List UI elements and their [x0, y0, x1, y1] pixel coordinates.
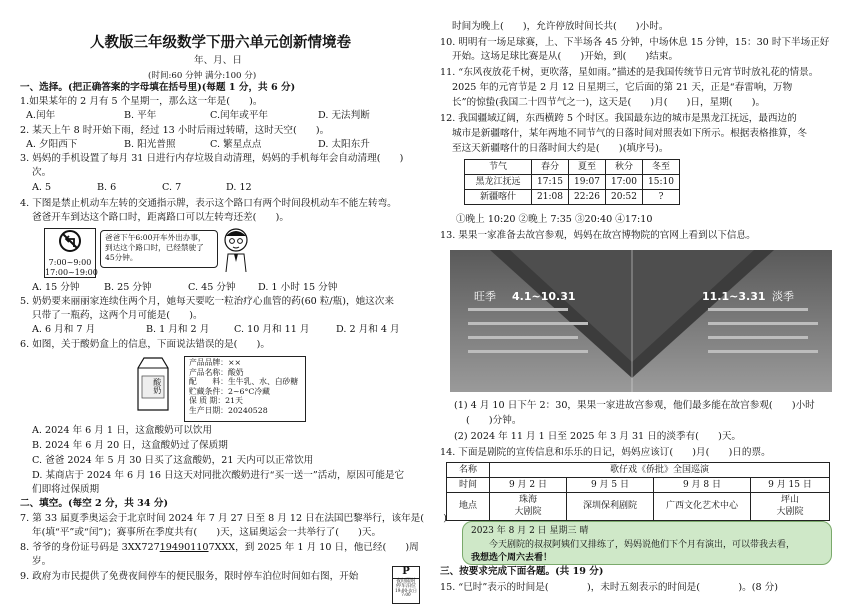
q11-text-2: 2025 年的元宵节是 2 月 12 日星期三，它后面的第 21 天，正是“春雷响，万物 [452, 82, 793, 93]
product-shelf-life: 保 质 期：21天 [189, 396, 243, 405]
product-brand: 产品品牌：×× [189, 358, 242, 367]
q9-text-cont: 时间为晚上( )，允许停放时间长共( )小时。 [452, 21, 669, 32]
cell: 19:07 [569, 175, 606, 190]
off-season-range: 11.1~3.31 [702, 290, 766, 303]
q8-text-b: 7XXX，到 2025 年 1 月 10 日，他已经( )周 [208, 542, 419, 553]
cell: 黑龙江抚远 [465, 175, 532, 190]
cell: 9 月 8 日 [654, 478, 751, 493]
table-row [465, 175, 680, 190]
q12-text-2: 城市是新疆喀什，某年两地不同节气的日落时间对照表如下所示。根据表格推算，冬 [452, 128, 807, 139]
q4-text-cont: 爸爸开车到达这个路口时，距离路口可以左转弯还差( )。 [32, 212, 289, 223]
exam-meta: (时间:60 分钟 满分:100 分) [148, 71, 257, 81]
parking-sign-line-3: 19:00-次日7:00 [395, 588, 417, 598]
cell: 9 月 2 日 [490, 478, 567, 493]
q8-text-cont: 岁。 [32, 556, 52, 567]
cell: 21:08 [532, 190, 569, 205]
cell: 深圳保利剧院 [567, 493, 654, 520]
part3-heading: 三、按要求完成下面各题。(共 19 分) [440, 566, 604, 577]
q5-option-d: D. 2 月和 4 月 [336, 324, 400, 335]
cell: 22:26 [569, 190, 606, 205]
q1-option-a: A.闰年 [26, 110, 56, 121]
q13-text: 13. 果果一家准备去故宫参观，妈妈在故宫博物院的官网上看到以下信息。 [440, 230, 756, 241]
q12-text-3: 至这天新疆喀什的日落时间大约是( )(填序号)。 [452, 143, 669, 154]
q7-text: 7. 第 33 届夏季奥运会于北京时间 2024 年 7 月 27 日至 8 月 12 日在法国巴黎举行，该年是( ) [20, 513, 447, 524]
cell: ? [643, 190, 680, 205]
parking-sign-line-1: 夜间限时 [395, 577, 416, 584]
q2-text: 2. 某天上午 8 时开始下雨，经过 13 小时后雨过转晴，这时天空( )。 [20, 125, 330, 136]
venue-4-line-1: 坪山 [780, 495, 799, 506]
part1-heading: 一、选择。(把正确答案的字母填在括号里)(每题 1 分，共 6 分) [20, 82, 296, 93]
q14-text: 14. 下面是剧院的宣传信息和乐乐的日记，妈妈应该订( )月( )日的票。 [440, 447, 771, 458]
q12-text: 12. 我国疆域辽阔，东西横跨 5 个时区。我国最东边的城市是黑龙江抚远，最西边的 [440, 113, 797, 124]
q10-text-cont: 开始。这场足球比赛是从( )开始，到( )结束。 [452, 51, 679, 62]
diary-note [462, 521, 832, 565]
part2-heading: 二、填空。(每空 2 分，共 34 分) [20, 498, 168, 509]
venue-1-line-1: 珠海 [518, 495, 537, 506]
product-ingredients: 配 料：生牛乳、水、白砂糖 [189, 377, 299, 386]
q4-option-b: B. 25 分钟 [104, 282, 152, 293]
peak-season-range: 4.1~10.31 [512, 290, 576, 303]
q2-option-a: A. 夕阳西下 [26, 139, 78, 150]
q13-2-text: (2) 2024 年 11 月 1 日至 2025 年 3 月 31 日的淡季有( )天。 [454, 431, 742, 442]
cell: 地点 [447, 493, 490, 520]
q15-text: 15. “巳时”表示的时间是( )，未时五刻表示的时间是( )。(8 分) [440, 582, 778, 593]
q2-option-b: B. 阳光普照 [124, 139, 176, 150]
th-summer: 夏至 [569, 160, 606, 175]
q12-options: ①晚上 10:20 ②晚上 7:35 ③20:40 ④17:10 [456, 214, 653, 225]
speech-bubble [100, 230, 218, 268]
cell: 广西文化艺术中心 [654, 493, 751, 520]
q7-text-cont: 年(填“平”或“闰”)；赛事所在季度共有( )天，这届奥运会一共举行了( )天。 [32, 527, 382, 538]
q2-option-d: D. 太阳东升 [318, 139, 370, 150]
parking-sign [392, 566, 420, 604]
off-season-label: 淡季 [772, 290, 794, 303]
cell: 17:00 [606, 175, 643, 190]
q4-option-a: A. 15 分钟 [32, 282, 80, 293]
q1-text: 1.如果某年的 2 月有 5 个星期一，那么这一年是( )。 [20, 96, 263, 107]
q5-option-a: A. 6 月和 7 月 [32, 324, 96, 335]
product-date: 生产日期：20240528 [189, 405, 268, 415]
q1-option-c: C.闰年或平年 [210, 110, 269, 121]
parking-p-icon: P [393, 567, 419, 579]
q10-text: 10. 明明有一场足球赛，上、下半场各 45 分钟，中场休息 15 分钟，15：30 时下半场正好 [440, 37, 830, 48]
q5-option-b: B. 1 月和 2 月 [146, 324, 210, 335]
q4-option-c: C. 45 分钟 [188, 282, 236, 293]
q6-text: 6. 如图，关于酸奶盒上的信息，下面说法错误的是( )。 [20, 339, 270, 350]
museum-roof-graphic [450, 250, 832, 392]
q8-underlined-birthdate: 19490110 [159, 542, 209, 553]
cell [490, 493, 567, 520]
peak-season-label: 旺季 [474, 290, 496, 303]
cell: 新疆喀什 [465, 190, 532, 205]
diary-line-1: 今天剧院的叔叔阿姨们又排练了，妈妈说他们下个月有演出，可以带我去看， [489, 540, 796, 550]
q8-text [20, 542, 419, 555]
q6-option-c: C. 爸爸 2024 年 5 月 30 日买了这盒酸奶，21 天内可以正常饮用 [32, 455, 314, 466]
th-spring: 春分 [532, 160, 569, 175]
product-storage: 贮藏条件：2~6°C冷藏 [189, 386, 270, 396]
q11-text-3: 长”的惊蛰(我国二十四节气之一)，这天是( )月( )日，星期( )。 [452, 97, 766, 108]
q4-text: 4. 下图是禁止机动车左转的交通指示牌，表示这个路口有两个时间段机动车不能左转弯。 [20, 198, 397, 209]
q3-option-b: B. 6 [97, 182, 117, 193]
q1-option-d: D. 无法判断 [318, 110, 370, 121]
sign-time-2: 17:00~19:00 [45, 267, 98, 277]
diary-line-2: 我想选个周六去看！ [471, 553, 553, 563]
q6-option-b: B. 2024 年 6 月 20 日，这盒酸奶过了保质期 [32, 440, 228, 451]
q5-text-cont: 只带了一瓶药，这两个月可能是( )。 [32, 310, 203, 321]
q1-option-b: B. 平年 [124, 110, 157, 121]
parking-sign-line-2: 停车泊位 [395, 582, 416, 589]
q9-text: 9. 政府为市民提供了免费夜间停车的便民服务，限时停车泊位时间如右图，开始 [20, 571, 359, 582]
cell [751, 493, 830, 520]
q3-option-d: D. 12 [226, 182, 252, 193]
page-subtitle: 年、月、日 [194, 55, 242, 66]
no-left-turn-sign [44, 228, 96, 278]
q6-option-d: D. 某商店于 2024 年 6 月 16 日这天对同批次酸奶进行“买一送一”活动，原因可能是它 [32, 470, 405, 481]
table-row [447, 463, 830, 478]
museum-info-panel [450, 250, 832, 392]
cell: 20:52 [606, 190, 643, 205]
q5-option-c: C. 10 月和 11 月 [234, 324, 310, 335]
venue-1-line-2: 大剧院 [514, 507, 542, 518]
cell: 17:15 [532, 175, 569, 190]
q6-option-d-cont: 们即将过保质期 [32, 484, 100, 495]
table-row [447, 493, 830, 520]
q3-text: 3. 妈妈的手机设置了每月 31 日进行内存垃圾自动清理，妈妈的手机每年会自动清理( ) [20, 153, 404, 164]
cell: 9 月 5 日 [567, 478, 654, 493]
sign-time-1: 7:00~9:00 [48, 257, 92, 267]
cell: 时间 [447, 478, 490, 493]
diary-date: 2023 年 8 月 2 日 星期三 晴 [471, 526, 589, 536]
th-term: 节气 [465, 160, 532, 175]
speech-line-1: 爸爸下午6:00开车外出办事， [105, 233, 206, 242]
q11-text: 11. “东风夜放花千树，更吹落，星如雨。”描述的是我国传统节日元宵节时放礼花的情景。 [440, 67, 819, 78]
q5-text: 5. 奶奶要来丽丽家连续住两个月，她每天要吃一粒治疗心血管的药(60 粒/瓶)，她这次来 [20, 296, 394, 307]
sunset-table-header [465, 160, 680, 175]
q8-text-a: 8. 爷爷的身份证号码是 3XX727 [20, 542, 160, 553]
q3-option-a: A. 5 [32, 182, 52, 193]
q3-option-c: C. 7 [162, 182, 182, 193]
sunset-table [464, 159, 680, 205]
q13-1-text-cont: ( )分钟。 [466, 415, 522, 426]
q2-option-c: C. 繁星点点 [210, 139, 262, 150]
cell: 名称 [447, 463, 490, 478]
q3-text-cont: 次。 [32, 167, 52, 178]
speech-line-2: 到达这个路口时，已经禁驶了 [105, 242, 204, 252]
speech-line-3: 45分钟。 [105, 252, 138, 262]
table-row [465, 190, 680, 205]
product-info-box [184, 356, 306, 422]
no-left-turn-icon [45, 229, 95, 253]
cell: 歌仔戏《侨批》全国巡演 [490, 463, 830, 478]
th-autumn: 秋分 [606, 160, 643, 175]
carton-label: 酸奶 [152, 378, 162, 394]
q6-option-a: A. 2024 年 6 月 1 日，这盒酸奶可以饮用 [32, 425, 213, 436]
show-schedule-table [446, 462, 830, 521]
cell: 9 月 15 日 [751, 478, 830, 493]
venue-4-line-2: 大剧院 [776, 507, 804, 518]
cell: 15:10 [643, 175, 680, 190]
table-row [447, 478, 830, 493]
q13-1-text: (1) 4 月 10 日下午 2：30，果果一家进故宫参观，他们最多能在故宫参观( )小时 [454, 400, 815, 411]
page-title: 人教版三年级数学下册六单元创新情境卷 [90, 35, 351, 51]
product-name: 产品名称：酸奶 [189, 367, 244, 377]
dad-cartoon-icon [220, 226, 252, 274]
q4-option-d: D. 1 小时 15 分钟 [258, 282, 338, 293]
th-winter: 冬至 [643, 160, 680, 175]
